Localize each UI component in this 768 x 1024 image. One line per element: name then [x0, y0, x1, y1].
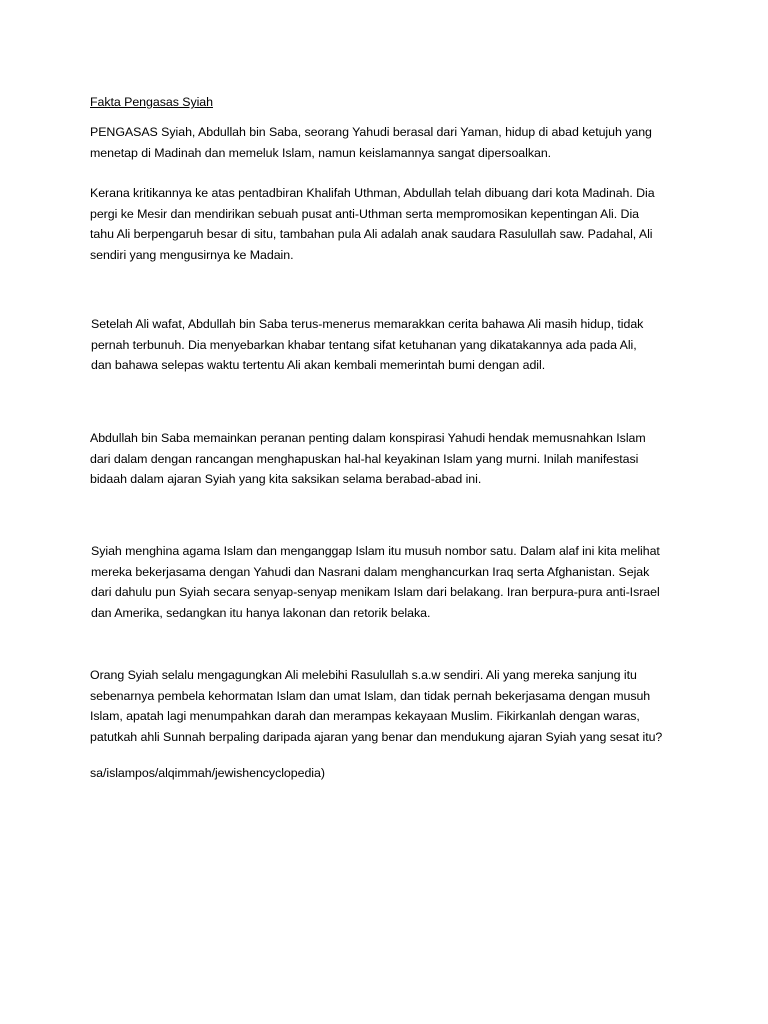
- paragraph-line: dan bahawa selepas waktu tertentu Ali akan kembali memerintah bumi dengan adil.: [91, 358, 546, 372]
- paragraph-line: tahu Ali berpengaruh besar di situ, tambahan pula Ali adalah anak saudara Rasulullah saw. Padahal, Ali: [90, 227, 653, 241]
- paragraph-line: pernah terbunuh. Dia menyebarkan khabar tentang sifat ketuhanan yang dikatakannya ada pada Ali,: [91, 337, 637, 352]
- document-title: Fakta Pengasas Syiah: [90, 95, 213, 109]
- paragraph-line: menetap di Madinah dan memeluk Islam, namun keislamannya sangat dipersoalkan.: [90, 145, 552, 160]
- paragraph-line: dan Amerika, sedangkan itu hanya lakonan dan retorik belaka.: [91, 605, 431, 620]
- paragraph-line: mereka bekerjasama dengan Yahudi dan Nasrani dalam menghancurkan Iraq serta Afghanistan. Sejak: [91, 564, 650, 579]
- paragraph-6: [90, 665, 690, 747]
- paragraph-line: sendiri yang mengusirnya ke Madain.: [90, 247, 294, 262]
- paragraph-line: dari dalam dengan rancangan menghapuskan hal-hal keyakinan Islam yang murni. Inilah manifestasi: [90, 451, 639, 466]
- source-citation: sa/islampos/alqimmah/jewishencyclopedia): [90, 766, 325, 780]
- paragraph-line: patutkah ahli Sunnah berpaling daripada ajaran yang benar dan mendukung ajaran Syiah yang sesat itu?: [90, 729, 663, 744]
- paragraph-line: Syiah menghina agama Islam dan menganggap Islam itu musuh nombor satu. Dalam alaf ini kita melihat: [91, 544, 660, 558]
- paragraph-line: Orang Syiah selalu mengagungkan Ali melebihi Rasulullah s.a.w sendiri. Ali yang mereka sanjung itu: [90, 668, 637, 682]
- paragraph-line: bidaah dalam ajaran Syiah yang kita saksikan selama berabad-abad ini.: [90, 472, 482, 486]
- paragraph-3: [91, 314, 691, 376]
- paragraph-5: [91, 541, 691, 623]
- paragraph-line: sebenarnya pembela kehormatan Islam dan umat Islam, dan tidak pernah bekerjasama dengan musuh: [90, 688, 651, 703]
- paragraph-line: PENGASAS Syiah, Abdullah bin Saba, seorang Yahudi berasal dari Yaman, hidup di abad ketujuh yang: [90, 125, 652, 139]
- paragraph-line: Setelah Ali wafat, Abdullah bin Saba terus-menerus memarakkan cerita bahawa Ali masih hidup, tidak: [91, 317, 644, 331]
- paragraph-1: [90, 122, 690, 163]
- paragraph-line: Islam, apatah lagi menumpahkan darah dan merampas kekayaan Muslim. Fikirkanlah dengan waras,: [90, 709, 640, 723]
- paragraph-2: [90, 183, 690, 265]
- paragraph-line: dari dahulu pun Syiah secara senyap-senyap menikam Islam dari belakang. Iran berpura-pura anti-Israel: [91, 585, 660, 599]
- paragraph-line: Kerana kritikannya ke atas pentadbiran Khalifah Uthman, Abdullah telah dibuang dari kota Madinah. Dia: [90, 186, 655, 200]
- paragraph-line: Abdullah bin Saba memainkan peranan penting dalam konspirasi Yahudi hendak memusnahkan Islam: [90, 431, 646, 445]
- paragraph-line: pergi ke Mesir dan mendirikan sebuah pusat anti-Uthman serta mempromosikan kepentingan Ali. Dia: [90, 206, 639, 221]
- paragraph-4: [90, 428, 690, 490]
